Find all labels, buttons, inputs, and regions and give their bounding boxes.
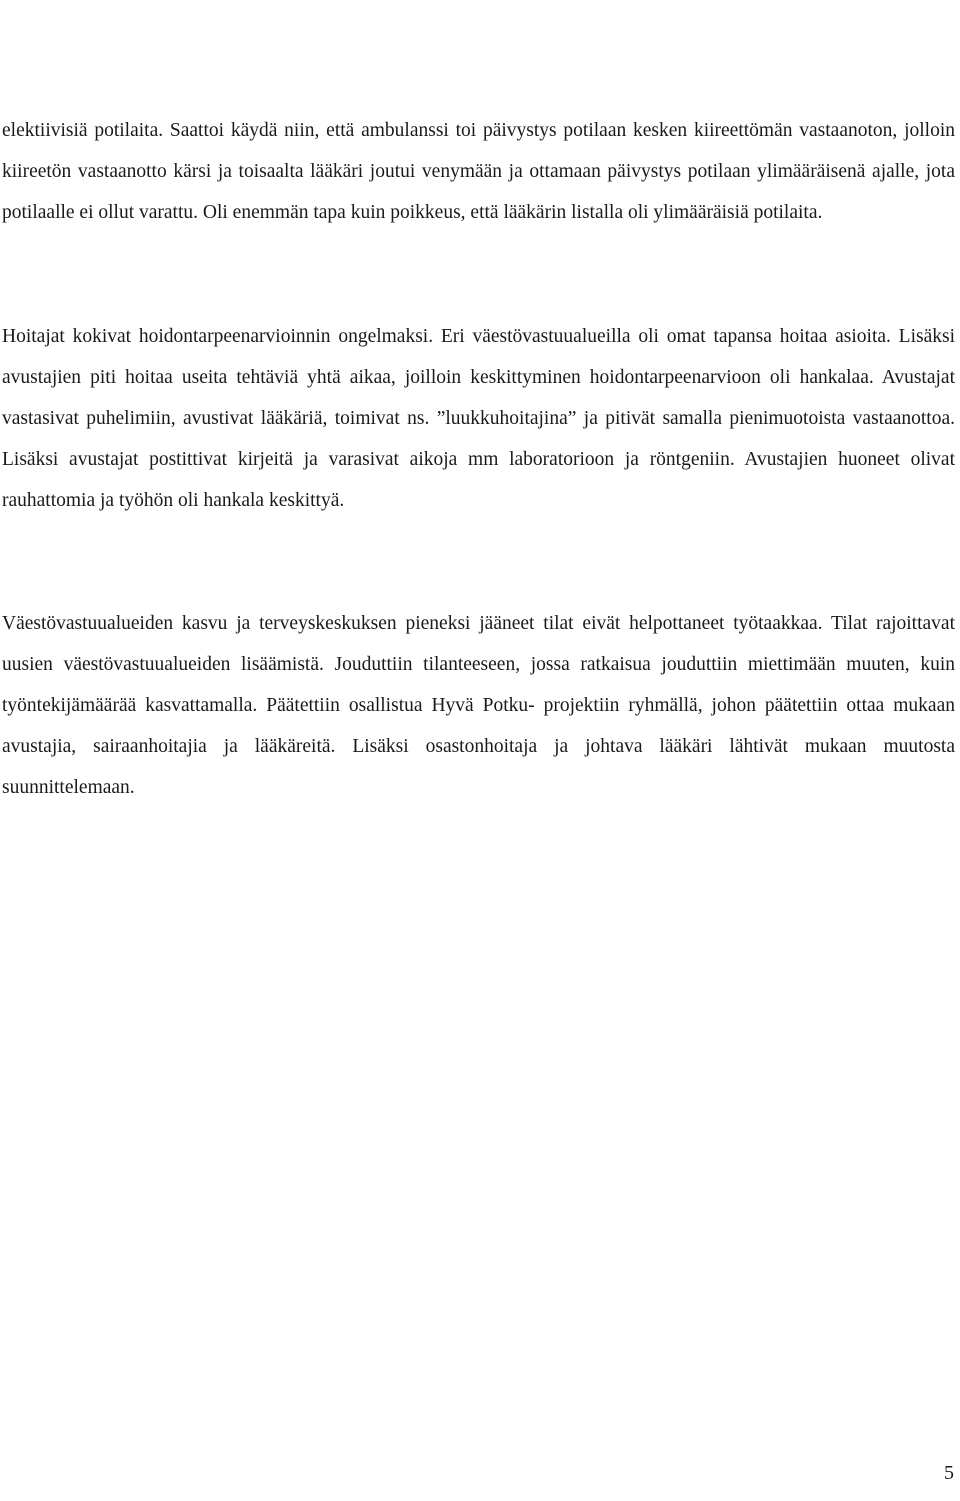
paragraph-elective-patients: elektiivisiä potilaita. Saattoi käydä niin, että ambulanssi toi päivystys potilaan kesken kiireettömän vastaanoton, jolloin kiireetön vastaanotto kärsi ja toisaalta lääkäri joutui venymään ja ottamaan päivystys potilaan ylimääräisenä ajalle, jota potilaalle ei ollut varattu. Oli enemmän tapa kuin poikkeus, että lääkärin listalla oli ylimääräisiä potilaita. xyxy=(2,120,955,223)
paragraph-population-areas: Väestövastuualueiden kasvu ja terveyskeskuksen pieneksi jääneet tilat eivät helpottaneet työtaakkaa. Tilat rajoittavat uusien väestövastuualueiden lisäämistä. Jouduttiin tilanteeseen, jossa ratkaisua jouduttiin miettimään muuten, kuin työntekijämäärää kasvattamalla. Päätettiin osallistua Hyvä Potku- projektiin ryhmällä, johon päätettiin ottaa mukaan avustajia, sairaanhoitajia ja lääkäreitä. Lisäksi osastonhoitaja ja johtava lääkäri lähtivät mukaan muutosta suunnittelemaan. xyxy=(2,613,955,798)
page-number: 5 xyxy=(944,1462,954,1484)
paragraph-nurses-assessment: Hoitajat kokivat hoidontarpeenarvioinnin ongelmaksi. Eri väestövastuualueilla oli omat tapansa hoitaa asioita. Lisäksi avustajien piti hoitaa useita tehtäviä yhtä aikaa, joilloin keskittyminen hoidontarpeenarvioon oli hankalaa. Avustajat vastasivat puhelimiin, avustivat lääkäriä, toimivat ns. ”luukkuhoitajina” ja pitivät samalla pienimuotoista vastaanottoa. Lisäksi avustajat postittivat kirjeitä ja varasivat aikoja mm laboratorioon ja röntgeniin. Avustajien huoneet olivat rauhattomia ja työhön oli hankala keskittyä. xyxy=(2,326,955,511)
